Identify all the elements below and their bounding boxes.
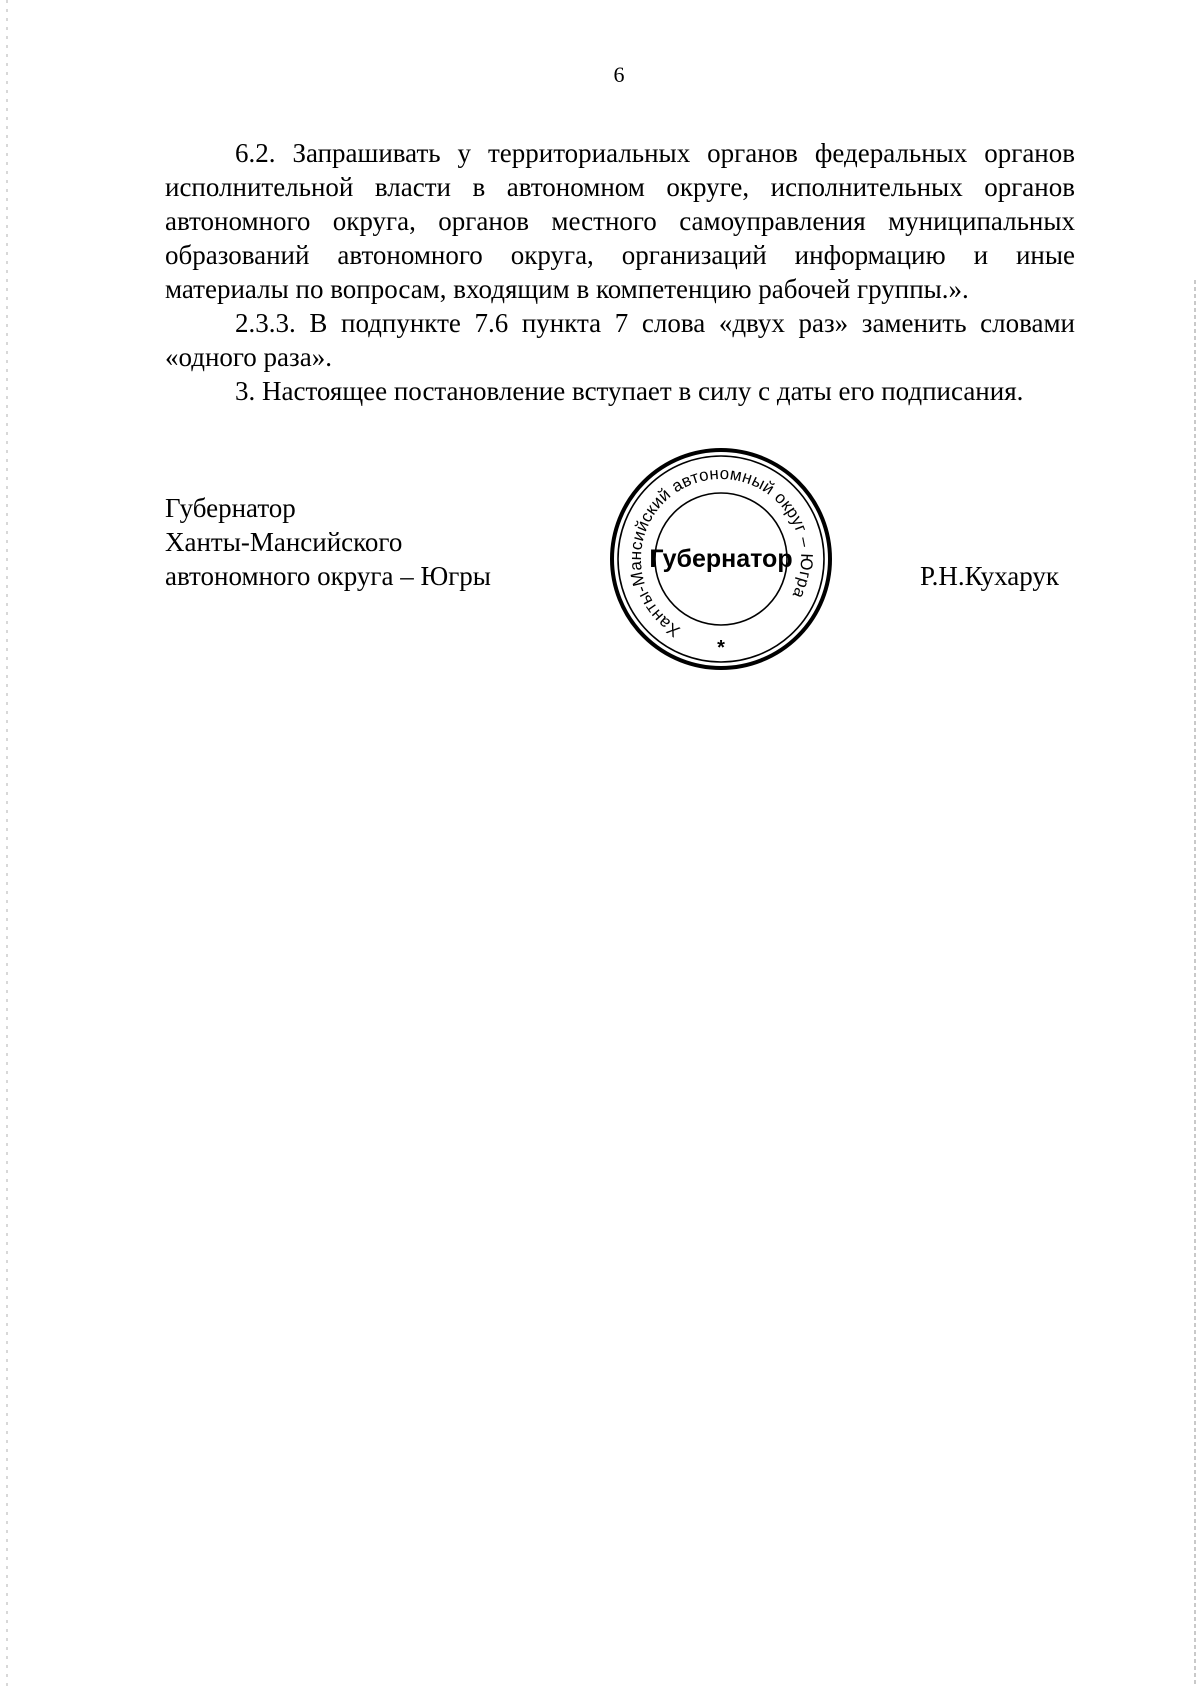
seal-ring-textpath: Ханты-Мансийский автономный округ – Югра bbox=[625, 463, 817, 641]
paragraph-3: 3. Настоящее постановление вступает в силу с даты его подписания. bbox=[235, 376, 1024, 406]
page-number: 6 bbox=[613, 62, 625, 87]
scan-edge-right bbox=[1194, 280, 1196, 1686]
seal-star: * bbox=[717, 637, 725, 659]
scan-edge-left bbox=[6, 0, 8, 1686]
signature-position-line: Ханты-Мансийского bbox=[165, 527, 403, 557]
signer-name: Р.Н.Кухарук bbox=[920, 561, 1060, 591]
signature-position-line: Губернатор bbox=[165, 493, 296, 523]
signature-position bbox=[165, 491, 491, 593]
official-seal bbox=[608, 446, 834, 672]
seal-center-text: Губернатор bbox=[649, 545, 793, 573]
paragraph-2-3-3: 2.3.3. В подпункте 7.6 пункта 7 слова «двух раз» заменить словами «одного раза». bbox=[165, 308, 1075, 372]
signature-position-line: автономного округа – Югры bbox=[165, 561, 491, 591]
document-body bbox=[165, 136, 1075, 408]
paragraph-6-2: 6.2. Запрашивать у территориальных органов федеральных органов исполнительной власти в автономном округе, исполнительных органов автономного округа, органов местного самоуправления муниципальных образований автономного округа, организаций информацию и иные материалы по вопросам, входящим в компетенцию рабочей группы.». bbox=[165, 138, 1075, 304]
